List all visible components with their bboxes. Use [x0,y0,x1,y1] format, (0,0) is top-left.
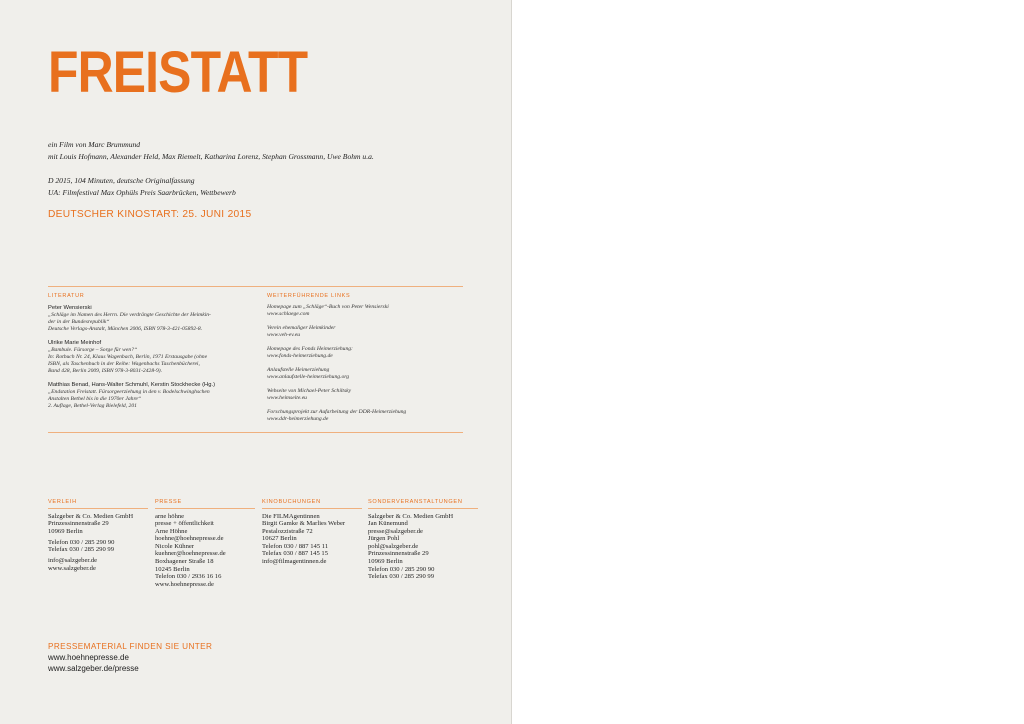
literature-entry: Peter Wensierski „Schläge im Namen des Herrn. Die verdrängte Geschichte der Heimkin- der in der Bundesrepublik“ Deutsche Verlags-Anstalt, München 2006, ISBN 978-3-421-05892-8. [48,304,258,333]
literature-author: Matthias Benad, Hans-Walter Schmuhl, Kerstin Stockhecke (Hg.) [48,382,215,388]
email-link[interactable]: presse@salzgeber.de [368,527,423,535]
cast-line: mit Louis Hofmann, Alexander Held, Max Riemelt, Katharina Lorenz, Stephan Grossmann, Uwe Bohm u.a. [48,151,374,161]
link-url[interactable]: www.fonds-heimerziehung.de [267,353,333,359]
contact-label: PRESSE [155,499,255,509]
link-url[interactable]: www.veh-ev.eu [267,332,301,338]
footer-label: PRESSEMATERIAL FINDEN SIE UNTER [48,642,213,651]
link-entry: Verein ehemaliger Heimkinder www.veh-ev.eu [267,325,477,339]
literature-entry: Matthias Benad, Hans-Walter Schmuhl, Kerstin Stockhecke (Hg.) „Endstation Freistatt. Fürsorgeerziehung in den v. Bodelschwinghschen Anstalten Bethel bis in die 1970er Jahre“ 2. Auflage, Bethel-Verlag Bielefeld, 201 [48,381,258,410]
link-entry: Forschungsprojekt zur Aufarbeitung der DDR-Heimerziehung www.ddr-heimerziehung.de [267,409,477,423]
link-entry: Webseite von Michael-Peter Schiltsky www.heimseite.eu [267,388,477,402]
premiere-line: UA: Filmfestival Max Ophüls Preis Saarbrücken, Wettbewerb [48,187,236,197]
contact-label: KINOBUCHUNGEN [262,499,362,509]
literature-column [48,293,258,416]
link-entry: Homepage des Fonds Heimerziehung: www.fonds-heimerziehung.de [267,346,477,360]
web-link[interactable]: www.salzgeber.de [48,565,96,573]
footer-link[interactable]: www.salzgeber.de/presse [48,663,139,673]
contact-presse: PRESSE arne höhne presse + öffentlichkeit Arne Höhne hoehne@hoehnepresse.de Nicole Kühner kuehner@hoehnepresse.de Boxhagener Straße 18 10245 Berlin Telefon 030 / 2936 16 16 www.hoehnepresse.de [155,499,255,588]
contact-sonderveranstaltungen: SONDERVERANSTALTUNGEN Salzgeber & Co. Medien GmbH Jan Künemund presse@salzgeber.de Jürgen Pohl pohl@salzgeber.de Prinzessinnenstraße 29 10969 Berlin Telefon 030 / 285 290 90 Telefax 030 / 285 290 99 [368,499,478,581]
literature-entry: Ulrike Marie Meinhof „Bambule. Fürsorge – Sorge für wen?“ In: Rotbuch Nr. 24, Klaus Wagenbach, Berlin, 1971 Erstausgabe (ohne ISBN, als Taschenbuch in der Reihe: Wagenbachs Taschenbücherei, Band 428, Berlin 2009, ISBN 978-3-8031-2428-9). [48,339,258,375]
footer-link[interactable]: www.hoehnepresse.de [48,653,129,662]
contact-kinobuchungen: KINOBUCHUNGEN Die FILMAgentinnen Birgit Gamke & Marlies Weber Pestalozzistraße 72 10627 Berlin Telefon 030 / 887 145 11 Telefax 030 / 887 145 15 info@filmagentinnen.de [262,499,362,566]
divider-bottom [48,432,463,433]
link-entry: Homepage zum „Schläge“-Buch von Peter Wensierski www.schlaege.com [267,304,477,318]
contact-label: VERLEIH [48,499,148,509]
links-label: WEITERFÜHRENDE LINKS [267,293,351,299]
links-column [267,293,477,430]
literature-author: Ulrike Marie Meinhof [48,340,102,346]
link-url[interactable]: www.ddr-heimerziehung.de [267,416,329,422]
email-link[interactable]: info@salzgeber.de [48,557,98,565]
film-title: FREISTATT [48,40,308,105]
web-link[interactable]: www.hoehnepresse.de [155,580,214,588]
email-link[interactable]: kuehner@hoehnepresse.de [155,550,226,558]
link-url[interactable]: www.schlaege.com [267,311,310,317]
runtime-line: D 2015, 104 Minuten, deutsche Originalfassung [48,176,195,185]
email-link[interactable]: hoehne@hoehnepresse.de [155,535,224,543]
blank-page [512,0,1024,724]
release-date: DEUTSCHER KINOSTART: 25. JUNI 2015 [48,209,252,220]
literature-author: Peter Wensierski [48,305,92,311]
contact-label: SONDERVERANSTALTUNGEN [368,499,478,509]
link-url[interactable]: www.anlaufstelle-heimerziehung.org [267,374,350,380]
credits-block [48,139,488,198]
email-link[interactable]: pohl@salzgeber.de [368,542,419,550]
link-url[interactable]: www.heimseite.eu [267,395,307,401]
contact-verleih: VERLEIH Salzgeber & Co. Medien GmbH Prinzessinnenstraße 29 10969 Berlin Telefon 030 / 285 290 90 Telefax 030 / 285 290 99 info@salzgeber.de www.salzgeber.de [48,499,148,573]
literature-label: LITERATUR [48,293,85,299]
divider-top [48,286,463,287]
press-sheet-page [0,0,511,724]
press-material-footer [48,642,212,674]
director-line: ein Film von Marc Brummund [48,140,141,149]
link-entry: Anlaufstelle Heimerziehung www.anlaufstelle-heimerziehung.org [267,367,477,381]
email-link[interactable]: info@filmagentinnen.de [262,558,327,566]
